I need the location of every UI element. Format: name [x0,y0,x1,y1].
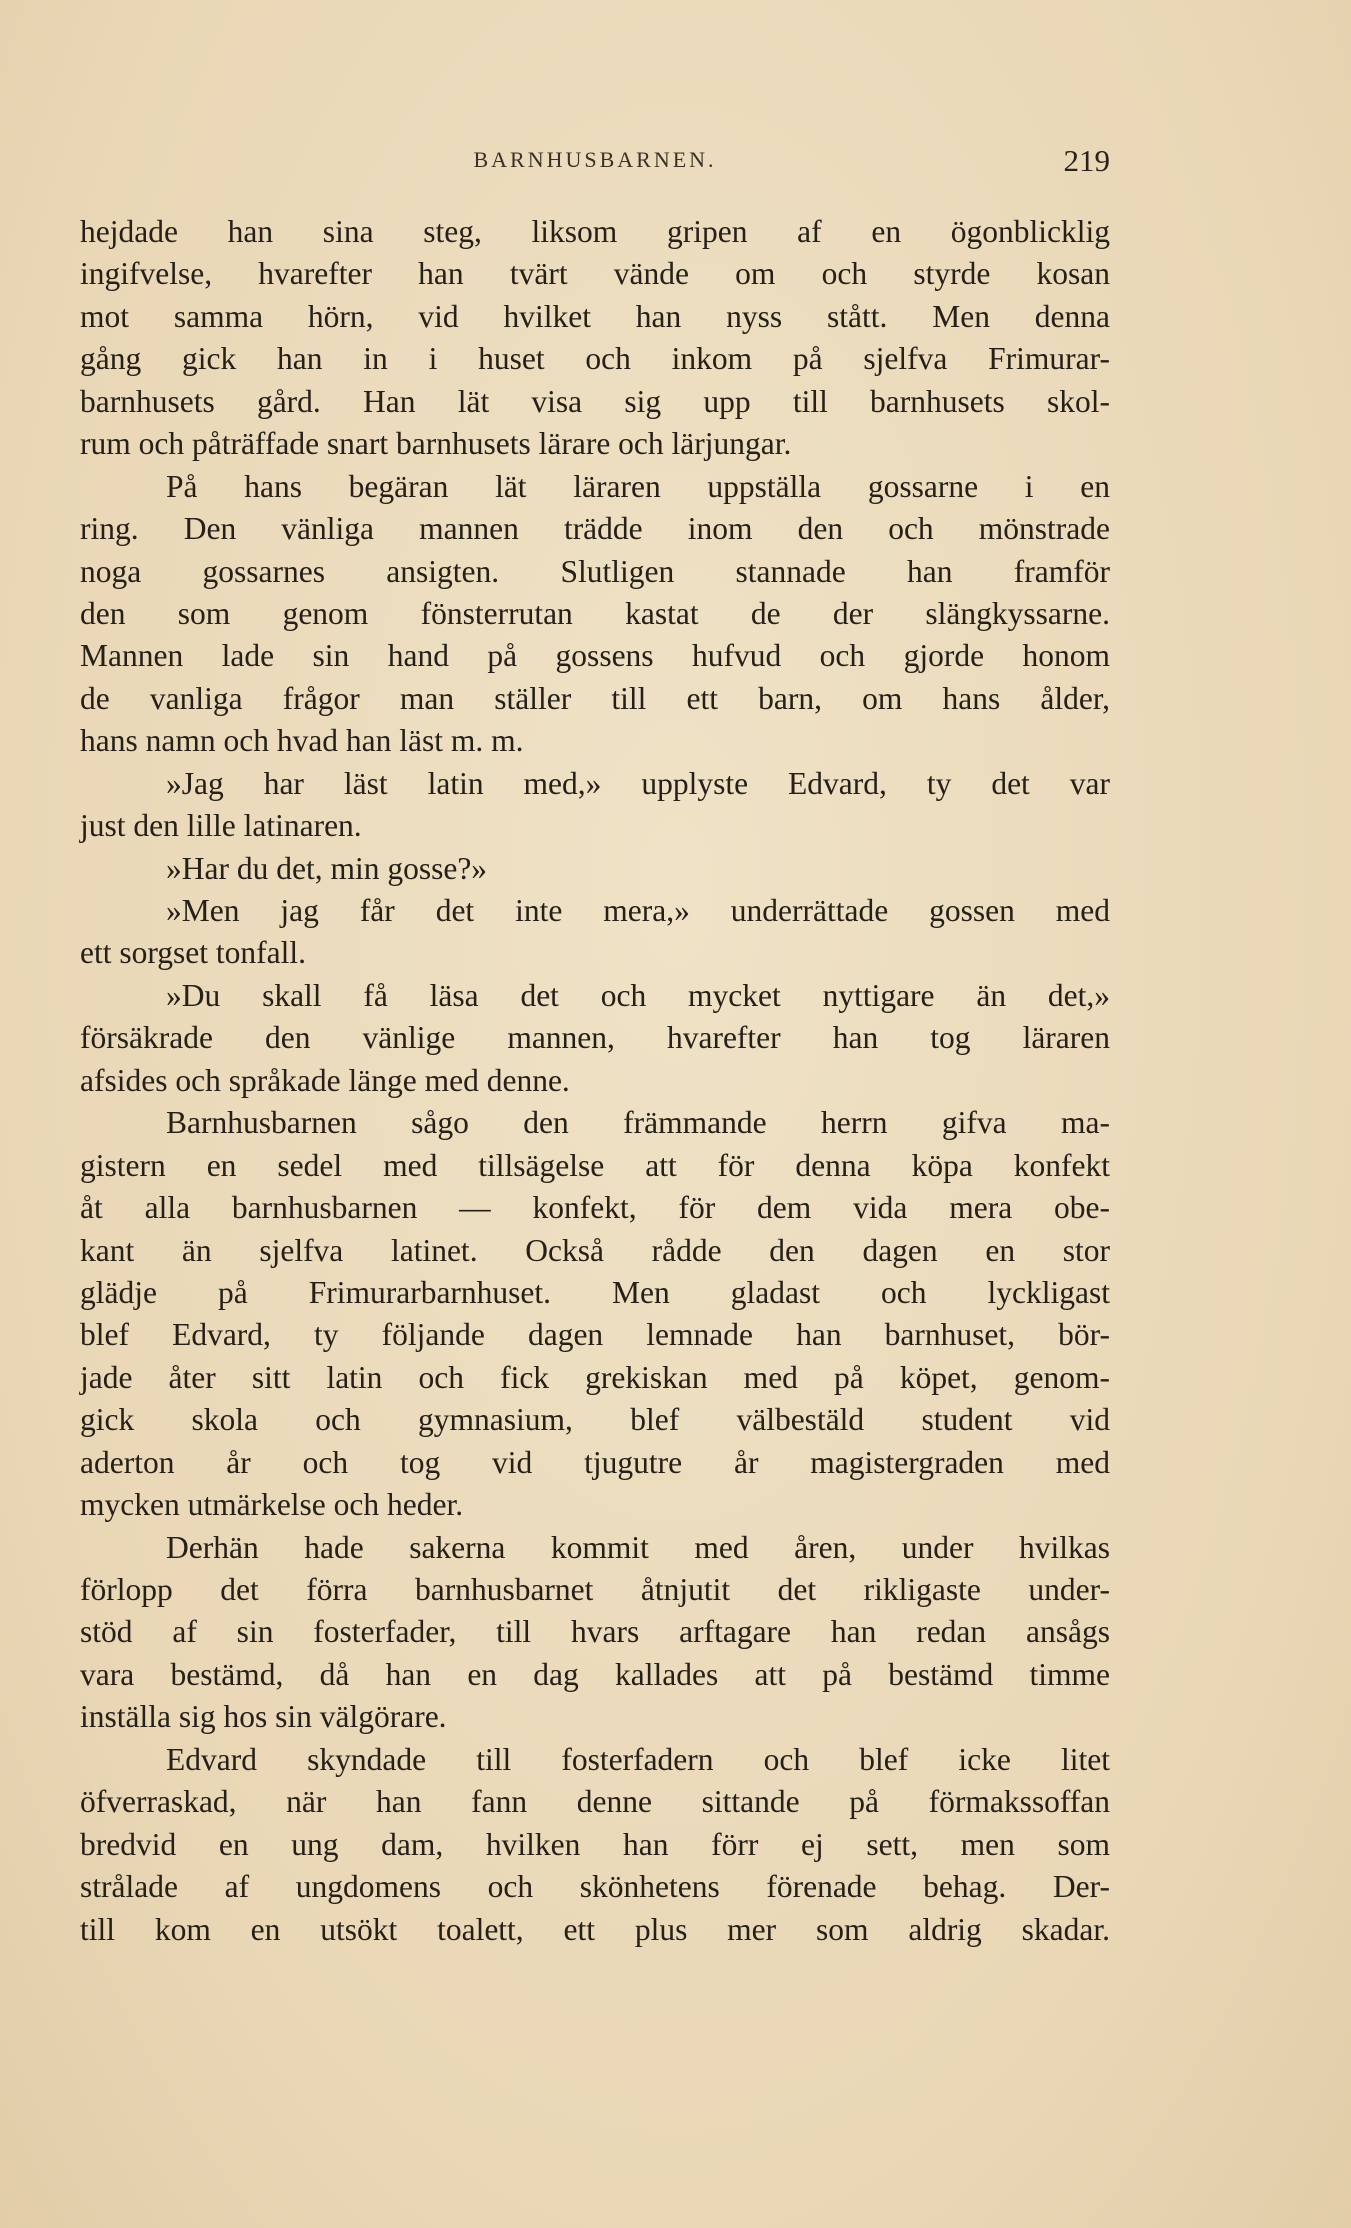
text-line: mot samma hörn, vid hvilket han nyss stått. Men denna [80,298,1110,334]
text-line: »Jag har läst latin med,» upplyste Edvard, ty det var [166,765,1110,801]
text-line: På hans begäran lät läraren uppställa gossarne i en [166,468,1110,504]
text-line: »Du skall få läsa det och mycket nyttigare än det,» [166,977,1110,1013]
text-line: de vanliga frågor man ställer till ett barn, om hans ålder, [80,680,1110,716]
text-line: ett sorgset tonfall. [80,935,307,971]
page-number: 219 [1063,143,1110,178]
text-line: afsides och språkade länge med denne. [80,1062,570,1098]
text-line: kant än sjelfva latinet. Också rådde den dagen en stor [80,1232,1110,1268]
text-line: stöd af sin fosterfader, till hvars arftagare han redan ansågs [80,1614,1110,1650]
text-line: mycken utmärkelse och heder. [80,1487,464,1523]
text-line: den som genom fönsterrutan kastat de der slängkyssarne. [80,595,1110,631]
text-line: försäkrade den vänlige mannen, hvarefter han tog läraren [80,1020,1110,1056]
text-line: förlopp det förra barnhusbarnet åtnjutit det rikligaste under- [80,1572,1110,1607]
text-line: vara bestämd, då han en dag kallades att på bestämd timme [80,1656,1110,1692]
text-line: »Har du det, min gosse?» [166,850,488,886]
text-line: hans namn och hvad han läst m. m. [80,723,524,759]
text-line: noga gossarnes ansigten. Slutligen stannade han framför [80,553,1110,589]
text-line: gistern en sedel med tillsägelse att för denna köpa konfekt [80,1147,1110,1183]
text-line: rum och påträffade snart barnhusets lärare och lärjungar. [80,426,792,462]
running-title: BARNHUSBARNEN. [473,147,717,172]
text-line: åt alla barnhusbarnen — konfekt, för dem vida mera obe- [80,1190,1110,1226]
text-line: ring. Den vänliga mannen trädde inom den och mönstrade [80,511,1110,547]
text-line: »Men jag får det inte mera,» underrättade gossen med [166,893,1110,928]
running-head [80,143,1110,179]
text-line: jade åter sitt latin och fick grekiskan med på köpet, genom- [80,1359,1110,1395]
text-line: aderton år och tog vid tjugutre år magistergraden med [80,1444,1110,1480]
text-line: just den lille latinaren. [80,808,362,844]
text-line: Derhän hade sakerna kommit med åren, under hvilkas [166,1529,1110,1565]
text-line: glädje på Frimurarbarnhuset. Men gladast och lyckligast [80,1274,1110,1310]
text-line: strålade af ungdomens och skönhetens förenade behag. Der- [80,1869,1110,1905]
text-line: Edvard skyndade till fosterfadern och blef icke litet [166,1741,1110,1777]
text-line: öfverraskad, när han fann denne sittande på förmakssoffan [80,1784,1110,1820]
text-line: bredvid en ung dam, hvilken han förr ej sett, men som [80,1826,1110,1862]
text-line: inställa sig hos sin välgörare. [80,1699,447,1735]
text-line: blef Edvard, ty följande dagen lemnade han barnhuset, bör- [80,1317,1110,1353]
body-text [80,211,1110,1951]
text-line: Mannen lade sin hand på gossens hufvud och gjorde honom [80,638,1110,674]
text-line: Barnhusbarnen sågo den främmande herrn gifva ma- [166,1105,1110,1141]
text-line: till kom en utsökt toalett, ett plus mer som aldrig skadar. [80,1911,1110,1947]
text-line: gång gick han in i huset och inkom på sjelfva Frimurar- [80,341,1110,377]
text-line: gick skola och gymnasium, blef välbestäld student vid [80,1402,1110,1438]
text-line: hejdade han sina steg, liksom gripen af en ögonblicklig [80,214,1110,249]
text-line: barnhusets gård. Han lät visa sig upp till barnhusets skol- [80,383,1110,419]
text-line: ingifvelse, hvarefter han tvärt vände om och styrde kosan [80,256,1110,292]
